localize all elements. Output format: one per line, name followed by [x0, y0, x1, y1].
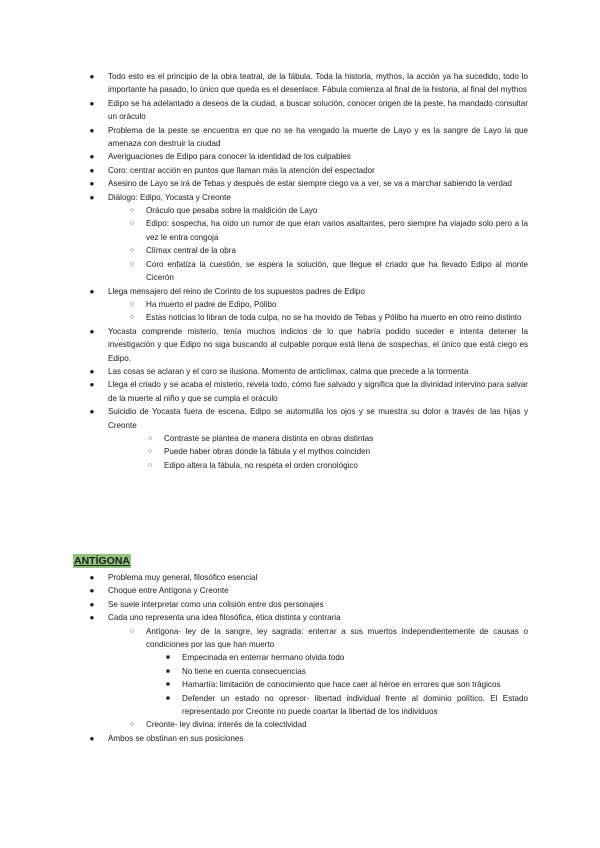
- circle-marker: ○: [129, 721, 135, 729]
- bullet-list: [88, 70, 528, 472]
- list-item: ● Ambos se obstinan en sus posiciones: [88, 732, 528, 745]
- list-item: ● Problema muy general, filosófico esencial: [88, 571, 528, 584]
- bullet-marker: ●: [89, 286, 95, 296]
- sub-list-item: ○ Estas noticias lo libran de toda culpa, no se ha movido de Tebas y Pólibo ha muerto en otro reino distinto: [128, 311, 528, 324]
- bullet-marker: ●: [89, 599, 95, 609]
- sub-sub-list-item: ■ No tiene en cuenta consecuencias: [164, 665, 528, 678]
- sub-list-item: ○ Creonte- ley divina: interés de la colectividad: [128, 718, 528, 731]
- bullet-marker: ●: [89, 366, 95, 376]
- bullet-marker: ●: [89, 72, 95, 81]
- sub-list: [128, 625, 528, 732]
- sub-list-item: ○ Edipo altera la fábula, no respeta el orden cronológico: [146, 459, 528, 472]
- list-item: ● Coro: centrar acción en puntos que llaman más la atención del espectador: [88, 164, 528, 177]
- sub-list: [128, 204, 528, 284]
- circle-marker: ○: [129, 207, 135, 215]
- sub-list-item: ○ Contraste se plantea de manera distinta en obras distintas: [146, 432, 528, 445]
- circle-marker: ○: [147, 461, 153, 469]
- bullet-marker: ●: [89, 192, 95, 202]
- circle-marker: ○: [129, 314, 135, 322]
- circle-marker: ○: [147, 434, 153, 442]
- circle-marker: ○: [129, 220, 135, 228]
- sub-list-item: ○ Clímax central de la obra: [128, 244, 528, 257]
- list-item: ● Yocasta comprende misterio, tenía muchos indicios de lo que habría podido suceder e intenta detener la investigación y que Edipo no siga buscando al culpable porque está llena de sospechas, el único que está ciego es Edipo.: [89, 326, 528, 363]
- list-item: ● Todo esto es el principio de la obra teatral, de la fábula. Toda la historia, mythos, la acción ya ha sucedido, todo lo importante ha pasado, lo único que queda es el desenlace. Fábula comienza al final de la historia, al final del mythos: [89, 72, 528, 95]
- bullet-marker: ●: [89, 165, 95, 175]
- bullet-marker: ●: [89, 125, 95, 135]
- sub-list-item: ○ Puede haber obras donde la fábula y el mythos coinciden: [146, 445, 528, 458]
- square-marker: ■: [166, 667, 170, 675]
- bullet-marker: ●: [89, 380, 95, 390]
- circle-marker: ○: [129, 260, 135, 268]
- list-item: ● Asesino de Layo se irá de Tebas y después de estar siempre ciego va a ver, se va a marchar sabiendo la verdad: [88, 177, 528, 190]
- list-item: ● Las cosas se aclaran y el coro se ilusiona. Momento de anticlímax, calma que precede a la tormenta: [88, 365, 528, 378]
- square-marker: ■: [166, 694, 170, 702]
- list-item: ● Edipo se ha adelantado a deseos de la ciudad, a buscar solución, conocer origen de la peste, ha mandado consultar un oráculo: [89, 98, 528, 122]
- list-item: ● Averiguaciones de Edipo para conocer la identidad de los culpables: [88, 150, 528, 163]
- sub-sub-list-item: ■ Hamartía: limitación de conocimiento que hace caer al héroe en errores que son trágicos: [164, 678, 528, 691]
- sub-list-item: ○ Oráculo que pesaba sobre la maldición de Layo: [128, 204, 528, 217]
- list-item: ● Problema de la peste se encuentra en que no se ha vengado la muerte de Layo y es la sangre de Layo la que amenaza con destruir la ciudad: [89, 125, 528, 149]
- list-item: ● Choque entre Antígona y Creonte: [88, 584, 528, 597]
- bullet-marker: ●: [89, 179, 95, 189]
- sub-list: [128, 298, 528, 325]
- sub-list: [146, 432, 528, 472]
- square-marker: ■: [166, 681, 170, 689]
- circle-marker: ○: [129, 627, 135, 635]
- list-item: ● Diálogo: Edipo, Yocasta y Creonte ○ Oráculo que pesaba sobre la maldición de Layo ○ Edipo: sospecha, ha oído un rumor de que eran varios asaltantes, pero siempre ha viajado solo pero a la vez le entra congoja ○ Clímax central de la obra ○ Coro enfatiza la cuestión, se espera la solución, que llegue el criado que ha llevado Edipo al monte Cicerón: [88, 191, 528, 285]
- sub-list-item: ○ Edipo: sospecha, ha oído un rumor de que eran varios asaltantes, pero siempre ha viajado solo pero a la vez le entra congoja: [129, 219, 528, 242]
- sub-list-item: ○ Antígona- ley de la sangre, ley sagrada: enterrar a sus muertos independientemente de causas o condiciones por las que han muerto ■ Empecinada en enterrar hermano olvida todo ■ No tiene en cuenta consecuencias ■ Hamartía: limitación de conocimiento que hace caer al héroe en errores que son trágicos ■ Defender un estado no opresor- libertad individual frente al dominio político. El Estado representado por Creonte no puede coartar la libertad de los individuos: [128, 625, 528, 719]
- sub-sub-list: [164, 651, 528, 718]
- bullet-marker: ●: [89, 573, 95, 582]
- sub-list-item: ○ Coro enfatiza la cuestión, se espera la solución, que llegue el criado que ha llevado Edipo al monte Cicerón: [129, 259, 528, 283]
- bullet-marker: ●: [89, 407, 95, 417]
- bullet-marker: ●: [89, 733, 95, 743]
- circle-marker: ○: [129, 247, 135, 255]
- sub-list-item: ○ Ha muerto el padre de Edipo, Pólibo: [128, 298, 528, 311]
- list-item: ● Suicidio de Yocasta fuera de escena, Edipo se automutila los ojos y se muestra su dolor a través de las hijas y Creonte ○ Contraste se plantea de manera distinta en obras distintas ○ Puede haber obras donde la fábula y el mythos coinciden ○ Edipo altera la fábula, no respeta el orden cronológico: [88, 405, 528, 472]
- sub-sub-list-item: ■ Empecinada en enterrar hermano olvida todo: [164, 651, 528, 664]
- list-item: ● Llega mensajero del reino de Corinto de los supuestos padres de Edipo ○ Ha muerto el padre de Edipo, Pólibo ○ Estas noticias lo libran de toda culpa, no se ha movido de Tebas y Pólibo ha muerto en otro reino distinto: [88, 285, 528, 325]
- bullet-marker: ●: [89, 152, 95, 162]
- circle-marker: ○: [147, 448, 153, 456]
- sub-sub-list-item: ■ Defender un estado no opresor- libertad individual frente al dominio político. El Estado representado por Creonte no puede coartar la libertad de los individuos: [164, 692, 528, 719]
- notes-section-edipo: [88, 70, 528, 472]
- circle-marker: ○: [129, 300, 135, 308]
- list-item: ● Llega el criado y se acaba el misterio, revela todo, cómo fue salvado y significa que la divinidad intervino para salvar de la muerte al niño y que se cumpla el oráculo: [89, 380, 528, 403]
- square-marker: ■: [166, 654, 170, 662]
- bullet-marker: ●: [89, 98, 95, 108]
- bullet-marker: ●: [89, 613, 95, 623]
- notes-section-antigona: [88, 571, 528, 745]
- list-item: ● Se suele interpretar como una colisión entre dos personajes: [88, 598, 528, 611]
- bullet-list: [88, 571, 528, 745]
- bullet-marker: ●: [89, 326, 95, 336]
- bullet-marker: ●: [89, 586, 95, 596]
- list-item: ● Cada uno representa una idea filosófica, ética distinta y contraria ○ Antígona- ley de la sangre, ley sagrada: enterrar a sus muertos independientemente de causas o condiciones por las que han muerto ■ Empecinada en enterrar hermano olvida todo ■ No tiene en cuenta consecuencias ■ Hamartía: limitación de conocimiento que hace caer al héroe en errores que son trágicos ■ Defender un estado no opresor- libertad individual frente al dominio político. El Estado representado por Creonte no puede coartar la libertad de los individuos ○ Creonte- ley divina: interés de la colectividad: [88, 611, 528, 732]
- section-heading-antigona: ANTÍGONA: [74, 555, 130, 567]
